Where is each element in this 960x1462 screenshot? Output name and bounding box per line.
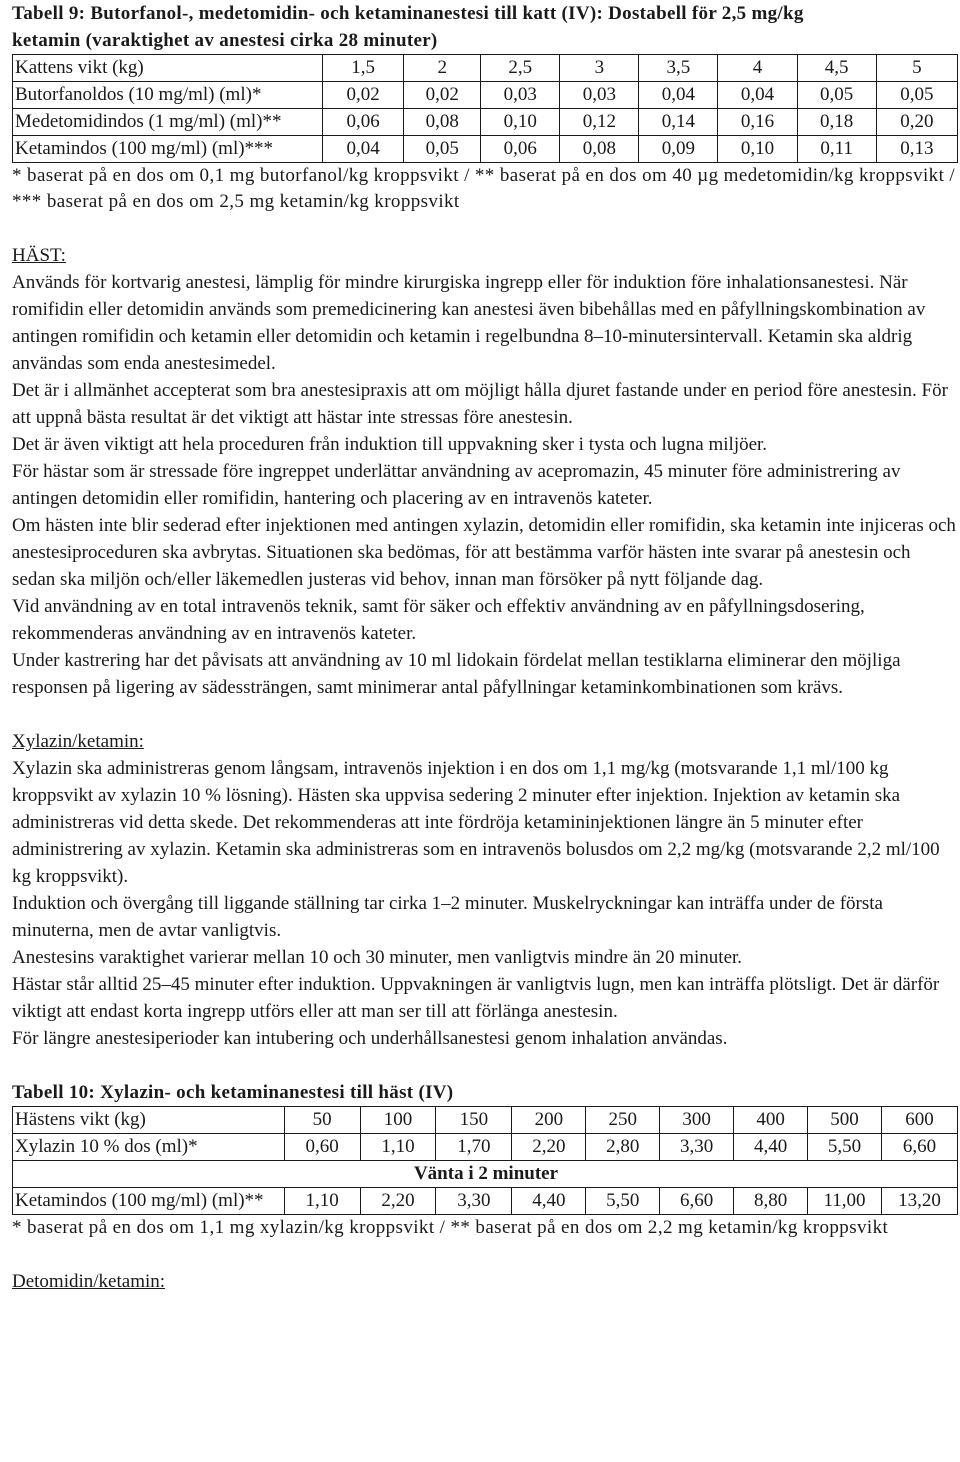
table-cell: 0,18	[797, 109, 876, 136]
table-cell: 0,05	[876, 82, 957, 109]
table-cell: 0,04	[639, 82, 718, 109]
table-cell: 4,40	[734, 1134, 808, 1161]
table-row	[13, 1107, 958, 1134]
table-cell: 0,02	[323, 82, 404, 109]
table-cell: 50	[284, 1107, 360, 1134]
table-row	[13, 1188, 958, 1215]
table-cell: 300	[660, 1107, 734, 1134]
table-cell: 1,70	[436, 1134, 512, 1161]
paragraph: Vid användning av en total intravenös teknik, samt för säker och effektiv användning av en påfyllningsdosering, rekommenderas användning av en intravenös kateter.	[12, 596, 865, 644]
table-cell: 0,16	[718, 109, 797, 136]
table-cell: 0,13	[876, 136, 957, 163]
table-cell: 0,04	[323, 136, 404, 163]
table-cell: 0,14	[639, 109, 718, 136]
paragraph: Används för kortvarig anestesi, lämplig för mindre kirurgiska ingrepp eller för induktion före inhalationsanestesi. När romifidin eller detomidin används som premedicinering kan anestesi även bibehållas med en påfyllningskombination av antingen romifidin och ketamin eller detomidin och ketamin i regelbundna 8–10-minutersintervall. Ketamin ska aldrig användas som enda anestesimedel.	[12, 272, 926, 374]
xylazin-section	[12, 755, 958, 1052]
table9-title-line2: ketamin (varaktighet av anestesi cirka 28 minuter)	[12, 30, 438, 51]
xylazin-heading: Xylazin/ketamin:	[12, 731, 144, 752]
table-cell: 3	[560, 55, 639, 82]
table-cell: 4,40	[512, 1188, 586, 1215]
table-cell: 13,20	[882, 1188, 958, 1215]
table-cell: 2,80	[586, 1134, 660, 1161]
table-cell: 3,5	[639, 55, 718, 82]
table10	[12, 1106, 958, 1215]
hast-heading: HÄST:	[12, 245, 66, 266]
table-cell: 0,05	[797, 82, 876, 109]
table-row	[13, 1161, 958, 1188]
row-label: Kattens vikt (kg)	[13, 55, 323, 82]
table9-body	[13, 55, 958, 163]
table-cell: 0,10	[481, 109, 560, 136]
paragraph: För hästar som är stressade före ingreppet underlättar användning av acepromazin, 45 minuter före administrering av antingen detomidin eller romifidin, hantering och placering av en intravenös kateter.	[12, 461, 901, 509]
table9-title	[12, 0, 958, 54]
table10-footnote: * baserat på en dos om 1,1 mg xylazin/kg kroppsvikt / ** baserat på en dos om 2,2 mg ketamin/kg kroppsvikt	[12, 1217, 889, 1238]
paragraph: Om hästen inte blir sederad efter injektionen med antingen xylazin, detomidin eller romifidin, ska ketamin inte injiceras och anestesiproceduren ska avbrytas. Situationen ska bedömas, för att bestämma varför hästen inte svarar på anestesin och sedan ska miljön och/eller läkemedlen justeras vid behov, innan man försöker på nytt följande dag.	[12, 515, 956, 590]
table-cell: 6,60	[882, 1134, 958, 1161]
paragraph: Xylazin ska administreras genom långsam, intravenös injektion i en dos om 1,1 mg/kg (motsvarande 1,1 ml/100 kg kroppsvikt av xylazin 10 % lösning). Hästen ska uppvisa sedering 2 minuter efter injektion. Injektion av ketamin ska administreras vid detta skede. Det rekommenderas att inte fördröja ketamininjektionen längre än 5 minuter efter administrering av xylazin. Ketamin ska administreras som en intravenös bolusdos om 2,2 mg/kg (motsvarande 2,2 ml/100 kg kroppsvikt).	[12, 758, 940, 887]
row-label: Xylazin 10 % dos (ml)*	[13, 1134, 285, 1161]
table-row	[13, 136, 958, 163]
table-cell: 5	[876, 55, 957, 82]
table-cell: 200	[512, 1107, 586, 1134]
paragraph: Det är i allmänhet accepterat som bra anestesipraxis att om möjligt hålla djuret fastande under en period före anestesin. För att uppnå bästa resultat är det viktigt att hästar inte stressas före anestesin.	[12, 380, 948, 428]
table-cell: 2,20	[360, 1188, 436, 1215]
table-cell: 0,10	[718, 136, 797, 163]
paragraph: Det är även viktigt att hela proceduren från induktion till uppvakning sker i tysta och lugna miljöer.	[12, 434, 768, 455]
table-cell: 0,04	[718, 82, 797, 109]
table-cell: 0,60	[284, 1134, 360, 1161]
table-row	[13, 109, 958, 136]
table-row	[13, 55, 958, 82]
table-cell: 0,03	[560, 82, 639, 109]
table-cell: 3,30	[660, 1134, 734, 1161]
row-label: Butorfanoldos (10 mg/ml) (ml)*	[13, 82, 323, 109]
paragraph: Under kastrering har det påvisats att användning av 10 ml lidokain fördelat mellan testiklarna eliminerar den möjliga responsen på ligering av sädessträngen, samt minimerar antal påfyllningar ketaminkombinationen som krävs.	[12, 650, 901, 698]
paragraph: Anestesins varaktighet varierar mellan 10 och 30 minuter, men vanligtvis mindre än 20 minuter.	[12, 947, 743, 968]
table-cell: 5,50	[586, 1188, 660, 1215]
table-cell: 0,12	[560, 109, 639, 136]
table-cell: 250	[586, 1107, 660, 1134]
table-cell: 2	[404, 55, 481, 82]
table10-title: Tabell 10: Xylazin- och ketaminanestesi till häst (IV)	[12, 1082, 454, 1103]
table-cell: 6,60	[660, 1188, 734, 1215]
table-cell: 0,09	[639, 136, 718, 163]
table-cell: 0,06	[323, 109, 404, 136]
document-page	[12, 0, 958, 1295]
table-cell: 8,80	[734, 1188, 808, 1215]
table-cell: 400	[734, 1107, 808, 1134]
table9	[12, 54, 958, 163]
paragraph: Induktion och övergång till liggande ställning tar cirka 1–2 minuter. Muskelryckningar kan inträffa under de första minuterna, men de avtar vanligtvis.	[12, 893, 883, 941]
row-label: Hästens vikt (kg)	[13, 1107, 285, 1134]
hast-section	[12, 269, 958, 701]
table-cell: 2,5	[481, 55, 560, 82]
table-cell: 0,02	[404, 82, 481, 109]
table-cell: 0,08	[560, 136, 639, 163]
row-label: Ketamindos (100 mg/ml) (ml)***	[13, 136, 323, 163]
table-cell: 0,03	[481, 82, 560, 109]
wait-instruction: Vänta i 2 minuter	[13, 1161, 958, 1188]
table-cell: 0,11	[797, 136, 876, 163]
table-cell: 0,08	[404, 109, 481, 136]
table-cell: 150	[436, 1107, 512, 1134]
row-label: Ketamindos (100 mg/ml) (ml)**	[13, 1188, 285, 1215]
table-cell: 11,00	[808, 1188, 882, 1215]
table-cell: 4,5	[797, 55, 876, 82]
table-cell: 600	[882, 1107, 958, 1134]
paragraph: Hästar står alltid 25–45 minuter efter induktion. Uppvakningen är vanligtvis lugn, men kan inträffa plötsligt. Det är därför viktigt att endast korta ingrepp utförs eller att man ser till att förlänga anestesin.	[12, 974, 940, 1022]
detomidin-heading: Detomidin/ketamin:	[12, 1271, 166, 1292]
table-cell: 0,06	[481, 136, 560, 163]
table-cell: 4	[718, 55, 797, 82]
table9-footnote: * baserat på en dos om 0,1 mg butorfanol/kg kroppsvikt / ** baserat på en dos om 40 µg medetomidin/kg kroppsvikt / *** baserat på en dos om 2,5 mg ketamin/kg kroppsvikt	[12, 165, 956, 212]
table9-title-line1: Tabell 9: Butorfanol-, medetomidin- och ketaminanestesi till katt (IV): Dostabell för 2,5 mg/kg	[12, 3, 804, 24]
table-cell: 5,50	[808, 1134, 882, 1161]
table-cell: 100	[360, 1107, 436, 1134]
table-cell: 1,10	[360, 1134, 436, 1161]
table-cell: 1,10	[284, 1188, 360, 1215]
table-row	[13, 1134, 958, 1161]
table-cell: 3,30	[436, 1188, 512, 1215]
table10-body	[13, 1107, 958, 1215]
table-row	[13, 82, 958, 109]
table-cell: 0,20	[876, 109, 957, 136]
table-cell: 0,05	[404, 136, 481, 163]
paragraph: För längre anestesiperioder kan intubering och underhållsanestesi genom inhalation användas.	[12, 1028, 728, 1049]
table-cell: 1,5	[323, 55, 404, 82]
table-cell: 500	[808, 1107, 882, 1134]
table-cell: 2,20	[512, 1134, 586, 1161]
row-label: Medetomidindos (1 mg/ml) (ml)**	[13, 109, 323, 136]
